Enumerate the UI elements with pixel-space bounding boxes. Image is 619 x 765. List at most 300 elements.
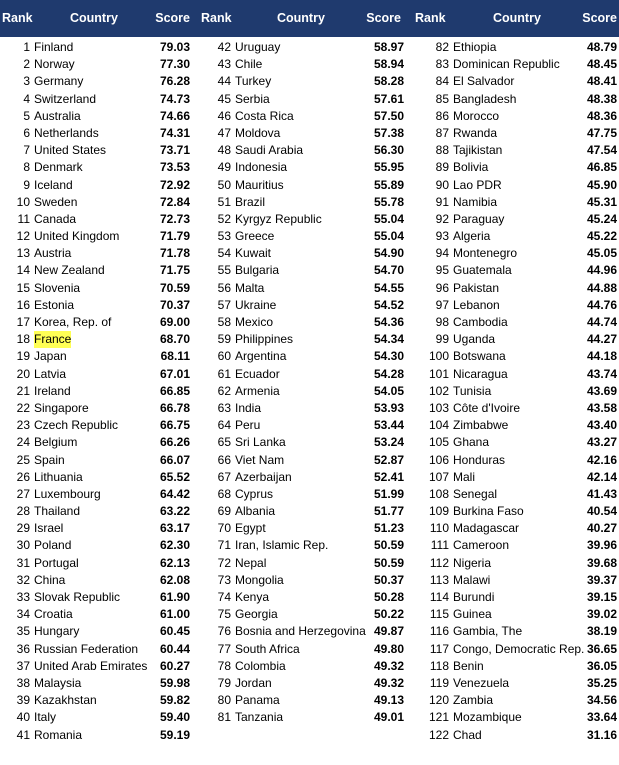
table-row: [0, 692, 192, 709]
table-row: [402, 572, 619, 589]
rank-cell: 24: [16, 435, 30, 450]
score-cell: 39.02: [586, 607, 617, 622]
score-cell: 33.64: [586, 710, 617, 725]
table-header: [0, 0, 619, 37]
score-cell: 66.85: [159, 383, 190, 398]
score-cell: 54.34: [373, 332, 404, 347]
table-row: [0, 366, 192, 383]
rank-cell: 19: [16, 349, 30, 364]
country-cell: Pakistan: [453, 280, 500, 295]
table-row: [0, 469, 192, 486]
score-cell: 58.97: [373, 40, 404, 54]
table-row: [0, 537, 192, 554]
rank-cell: 100: [428, 349, 449, 364]
country-cell: Sweden: [34, 194, 78, 209]
rank-cell: 7: [23, 143, 30, 158]
rank-cell: 37: [16, 658, 30, 673]
country-cell: Moldova: [235, 125, 281, 140]
country-cell: China: [34, 572, 66, 587]
score-cell: 74.31: [159, 125, 190, 140]
country-cell: Albania: [235, 504, 276, 519]
table-row: [0, 589, 192, 606]
score-cell: 51.77: [373, 504, 404, 519]
rank-cell: 15: [16, 280, 30, 295]
table-row: [402, 555, 619, 572]
table-row: [200, 555, 406, 572]
rank-cell: 35: [16, 624, 30, 639]
score-cell: 44.74: [586, 315, 617, 329]
table-row: [0, 555, 192, 572]
table-row: [200, 537, 406, 554]
score-cell: 53.93: [373, 400, 404, 415]
score-cell: 47.75: [586, 125, 617, 140]
table-row: [200, 331, 406, 348]
table-row: [200, 606, 406, 623]
country-cell: Hungary: [34, 624, 80, 639]
table-row: [200, 194, 406, 211]
rank-cell: 51: [217, 194, 231, 209]
score-cell: 43.27: [586, 435, 617, 450]
rank-cell: 97: [435, 297, 449, 312]
country-cell: Ghana: [453, 435, 490, 450]
header-score: Score: [582, 11, 617, 25]
score-cell: 49.80: [373, 641, 404, 656]
score-cell: 57.61: [373, 91, 404, 106]
score-cell: 73.53: [159, 160, 190, 175]
rank-cell: 36: [16, 641, 30, 656]
score-cell: 54.05: [373, 383, 404, 398]
score-cell: 39.15: [586, 590, 617, 604]
table-row: [0, 314, 192, 331]
table-row: [402, 709, 619, 726]
rank-cell: 86: [435, 108, 449, 123]
score-cell: 58.28: [373, 74, 404, 89]
rank-cell: 55: [217, 263, 231, 278]
table-row: [402, 658, 619, 675]
country-cell: Burkina Faso: [453, 504, 524, 519]
country-cell: Azerbaijan: [235, 469, 292, 484]
country-cell: Belgium: [34, 435, 78, 450]
rank-cell: 42: [217, 40, 231, 54]
table-row: [200, 91, 406, 108]
header-country: Country: [70, 11, 118, 25]
rank-cell: 62: [217, 383, 231, 398]
country-cell: Poland: [34, 538, 72, 553]
country-cell: Ethiopia: [453, 40, 497, 54]
rank-cell: 121: [428, 710, 449, 725]
rank-cell: 30: [16, 538, 30, 553]
country-cell: Peru: [235, 418, 261, 433]
country-cell: Serbia: [235, 91, 270, 106]
country-cell: United States: [34, 143, 107, 158]
score-cell: 50.37: [373, 572, 404, 587]
country-cell: India: [235, 400, 262, 415]
table-row: [0, 39, 192, 56]
table-row: [200, 142, 406, 159]
score-cell: 54.30: [373, 349, 404, 364]
rank-cell: 69: [217, 504, 231, 519]
country-cell: Lithuania: [34, 469, 83, 484]
table-row: [402, 503, 619, 520]
table-row: [200, 177, 406, 194]
score-cell: 43.74: [586, 366, 617, 381]
country-cell: Nigeria: [453, 555, 492, 570]
score-cell: 54.55: [373, 280, 404, 295]
table-row: [200, 108, 406, 125]
table-column: [0, 39, 192, 744]
rank-cell: 85: [435, 91, 449, 106]
table-row: [402, 228, 619, 245]
country-cell: Kazakhstan: [34, 693, 97, 708]
country-cell: Zimbabwe: [453, 418, 509, 433]
table-row: [402, 297, 619, 314]
table-row: [402, 692, 619, 709]
table-row: [0, 280, 192, 297]
header-rank: Rank: [2, 11, 33, 25]
rank-cell: 91: [435, 194, 449, 209]
table-row: [402, 280, 619, 297]
table-row: [0, 262, 192, 279]
rank-cell: 70: [217, 521, 231, 536]
score-cell: 62.08: [159, 572, 190, 587]
score-cell: 54.90: [373, 246, 404, 261]
country-cell: Thailand: [34, 504, 81, 519]
country-cell: Kyrgyz Republic: [235, 211, 322, 226]
rank-cell: 12: [16, 229, 30, 244]
header-rank: Rank: [415, 11, 446, 25]
table-row: [200, 520, 406, 537]
table-row: [200, 623, 406, 640]
score-cell: 55.78: [373, 194, 404, 209]
rank-cell: 4: [23, 91, 30, 106]
table-row: [402, 159, 619, 176]
score-cell: 39.68: [586, 555, 617, 570]
rank-cell: 5: [23, 108, 30, 123]
rank-cell: 58: [217, 315, 231, 329]
score-cell: 48.38: [586, 91, 617, 106]
country-cell: France: [34, 331, 71, 348]
rank-cell: 82: [435, 40, 449, 54]
country-cell: Brazil: [235, 194, 266, 209]
score-cell: 54.70: [373, 263, 404, 278]
rank-cell: 18: [16, 332, 30, 347]
table-row: [200, 245, 406, 262]
score-cell: 50.59: [373, 555, 404, 570]
rank-cell: 109: [428, 504, 449, 519]
table-row: [0, 623, 192, 640]
table-row: [0, 520, 192, 537]
country-cell: Senegal: [453, 486, 498, 501]
country-cell: Bulgaria: [235, 263, 280, 278]
table-row: [0, 503, 192, 520]
rank-cell: 93: [435, 229, 449, 244]
table-row: [200, 366, 406, 383]
rank-cell: 11: [17, 211, 30, 226]
table-row: [200, 383, 406, 400]
country-cell: Argentina: [235, 349, 287, 364]
score-cell: 56.30: [373, 143, 404, 158]
country-cell: Côte d'Ivoire: [453, 400, 520, 415]
country-cell: Croatia: [34, 607, 73, 622]
table-row: [0, 641, 192, 658]
country-cell: Chile: [235, 57, 263, 72]
rank-cell: 98: [435, 315, 449, 329]
rank-cell: 105: [428, 435, 449, 450]
table-row: [0, 658, 192, 675]
country-cell: Tunisia: [453, 383, 492, 398]
table-row: [402, 39, 619, 56]
score-cell: 38.19: [586, 624, 617, 639]
table-row: [402, 262, 619, 279]
table-row: [0, 297, 192, 314]
country-cell: Mozambique: [453, 710, 522, 725]
score-cell: 48.36: [586, 108, 617, 123]
score-cell: 59.98: [159, 675, 190, 690]
rank-cell: 120: [428, 693, 449, 708]
table-row: [0, 56, 192, 73]
score-cell: 69.00: [159, 315, 190, 329]
table-row: [0, 91, 192, 108]
country-cell: Guinea: [453, 607, 492, 622]
score-cell: 55.89: [373, 177, 404, 192]
table-row: [0, 675, 192, 692]
score-cell: 45.31: [586, 194, 617, 209]
rank-cell: 57: [217, 297, 231, 312]
table-row: [402, 142, 619, 159]
table-row: [200, 211, 406, 228]
rank-cell: 29: [16, 521, 30, 536]
table-row: [0, 383, 192, 400]
table-row: [0, 228, 192, 245]
score-cell: 62.30: [159, 538, 190, 553]
score-cell: 72.84: [159, 194, 190, 209]
country-cell: Uruguay: [235, 40, 281, 54]
country-cell: Netherlands: [34, 125, 99, 140]
country-cell: Germany: [34, 74, 84, 89]
table-row: [402, 125, 619, 142]
rank-cell: 31: [16, 555, 30, 570]
score-cell: 59.19: [159, 727, 190, 742]
score-cell: 74.66: [159, 108, 190, 123]
table-row: [200, 228, 406, 245]
score-cell: 51.99: [373, 486, 404, 501]
table-row: [402, 314, 619, 331]
score-cell: 71.79: [159, 229, 190, 244]
score-cell: 45.90: [586, 177, 617, 192]
rank-cell: 33: [16, 590, 30, 604]
rank-cell: 21: [16, 383, 30, 398]
country-cell: Portugal: [34, 555, 79, 570]
score-cell: 48.41: [586, 74, 617, 89]
table-row: [402, 366, 619, 383]
score-cell: 43.69: [586, 383, 617, 398]
rank-cell: 65: [217, 435, 231, 450]
header-score: Score: [366, 11, 401, 25]
score-cell: 59.40: [159, 710, 190, 725]
rank-cell: 71: [217, 538, 231, 553]
score-cell: 58.94: [373, 57, 404, 72]
country-cell: Singapore: [34, 400, 89, 415]
rank-cell: 59: [217, 332, 231, 347]
score-cell: 64.42: [159, 486, 190, 501]
score-cell: 73.71: [159, 143, 190, 158]
country-cell: Dominican Republic: [453, 57, 560, 72]
country-cell: Nepal: [235, 555, 267, 570]
rank-cell: 77: [217, 641, 231, 656]
rank-cell: 61: [217, 366, 231, 381]
country-cell: Slovenia: [34, 280, 81, 295]
score-cell: 48.79: [586, 40, 617, 54]
table-row: [402, 537, 619, 554]
header-country: Country: [493, 11, 541, 25]
table-row: [402, 589, 619, 606]
country-cell: Luxembourg: [34, 486, 101, 501]
table-row: [0, 727, 192, 744]
table-row: [0, 125, 192, 142]
country-cell: Benin: [453, 658, 484, 673]
score-cell: 39.96: [586, 538, 617, 553]
country-cell: Gambia, The: [453, 624, 523, 639]
rank-cell: 1: [23, 40, 30, 54]
score-cell: 65.52: [159, 469, 190, 484]
country-cell: Tanzania: [235, 710, 284, 725]
table-row: [200, 434, 406, 451]
country-cell: Lao PDR: [453, 177, 502, 192]
score-cell: 50.22: [373, 607, 404, 622]
rank-cell: 44: [217, 74, 231, 89]
country-cell: Rwanda: [453, 125, 498, 140]
score-cell: 44.27: [586, 332, 617, 347]
score-cell: 35.25: [586, 675, 617, 690]
country-cell: Mali: [453, 469, 476, 484]
country-cell: Cambodia: [453, 315, 508, 329]
score-cell: 43.58: [586, 400, 617, 415]
score-cell: 47.54: [586, 143, 617, 158]
score-cell: 63.22: [159, 504, 190, 519]
rank-cell: 32: [16, 572, 30, 587]
rank-cell: 94: [435, 246, 449, 261]
country-cell: United Arab Emirates: [34, 658, 148, 673]
table-row: [402, 331, 619, 348]
rank-cell: 96: [435, 280, 449, 295]
score-cell: 49.32: [373, 658, 404, 673]
score-cell: 60.45: [159, 624, 190, 639]
country-cell: Kuwait: [235, 246, 272, 261]
score-cell: 44.88: [586, 280, 617, 295]
rank-cell: 87: [435, 125, 449, 140]
rank-cell: 3: [23, 74, 30, 89]
rank-cell: 106: [428, 452, 449, 467]
table-row: [402, 452, 619, 469]
score-cell: 57.50: [373, 108, 404, 123]
score-cell: 66.75: [159, 418, 190, 433]
score-cell: 61.00: [159, 607, 190, 622]
country-cell: Italy: [34, 710, 57, 725]
country-cell: Mongolia: [235, 572, 284, 587]
rank-cell: 115: [429, 607, 449, 622]
score-cell: 72.92: [159, 177, 190, 192]
rank-cell: 10: [16, 194, 30, 209]
table-row: [402, 606, 619, 623]
table-row: [402, 469, 619, 486]
country-cell: Australia: [34, 108, 81, 123]
country-cell: Uganda: [453, 332, 496, 347]
country-cell: Austria: [34, 246, 72, 261]
table-row: [200, 572, 406, 589]
country-cell: Latvia: [34, 366, 67, 381]
score-cell: 53.44: [373, 418, 404, 433]
table-row: [200, 709, 406, 726]
rank-cell: 50: [217, 177, 231, 192]
score-cell: 70.37: [159, 297, 190, 312]
table-row: [200, 400, 406, 417]
rank-cell: 39: [16, 693, 30, 708]
country-cell: Slovak Republic: [34, 590, 121, 604]
country-cell: Jordan: [235, 675, 272, 690]
rank-cell: 53: [217, 229, 231, 244]
rank-cell: 67: [217, 469, 231, 484]
table-row: [200, 348, 406, 365]
table-row: [402, 245, 619, 262]
rank-cell: 114: [429, 590, 449, 604]
table-row: [402, 194, 619, 211]
table-row: [0, 194, 192, 211]
rank-cell: 119: [429, 675, 449, 690]
country-cell: Cyprus: [235, 486, 274, 501]
rank-cell: 28: [16, 504, 30, 519]
table-row: [0, 434, 192, 451]
country-cell: Bangladesh: [453, 91, 517, 106]
score-cell: 40.27: [586, 521, 617, 536]
rank-cell: 64: [217, 418, 231, 433]
rank-cell: 66: [217, 452, 231, 467]
rank-cell: 46: [217, 108, 231, 123]
rank-cell: 110: [429, 521, 449, 536]
table-row: [402, 623, 619, 640]
rank-cell: 88: [435, 143, 449, 158]
score-cell: 53.24: [373, 435, 404, 450]
rank-cell: 63: [217, 400, 231, 415]
country-cell: Ireland: [34, 383, 71, 398]
rank-cell: 48: [217, 143, 231, 158]
score-cell: 50.28: [373, 590, 404, 604]
country-cell: Switzerland: [34, 91, 97, 106]
country-cell: Costa Rica: [235, 108, 294, 123]
table-column: [402, 39, 619, 744]
score-cell: 63.17: [159, 521, 190, 536]
table-row: [402, 520, 619, 537]
rank-cell: 99: [435, 332, 449, 347]
country-cell: Ecuador: [235, 366, 280, 381]
score-cell: 55.95: [373, 160, 404, 175]
country-cell: Bolivia: [453, 160, 489, 175]
score-cell: 48.45: [586, 57, 617, 72]
table-row: [200, 469, 406, 486]
score-cell: 34.56: [586, 693, 617, 708]
country-cell: Panama: [235, 693, 280, 708]
rank-cell: 26: [16, 469, 30, 484]
header-rank: Rank: [201, 11, 232, 25]
rank-cell: 89: [435, 160, 449, 175]
country-cell: Ukraine: [235, 297, 277, 312]
score-cell: 36.65: [586, 641, 617, 656]
table-row: [0, 348, 192, 365]
rank-cell: 23: [16, 418, 30, 433]
score-cell: 59.82: [159, 693, 190, 708]
rank-cell: 22: [16, 400, 30, 415]
rank-cell: 111: [430, 538, 449, 553]
table-row: [0, 709, 192, 726]
